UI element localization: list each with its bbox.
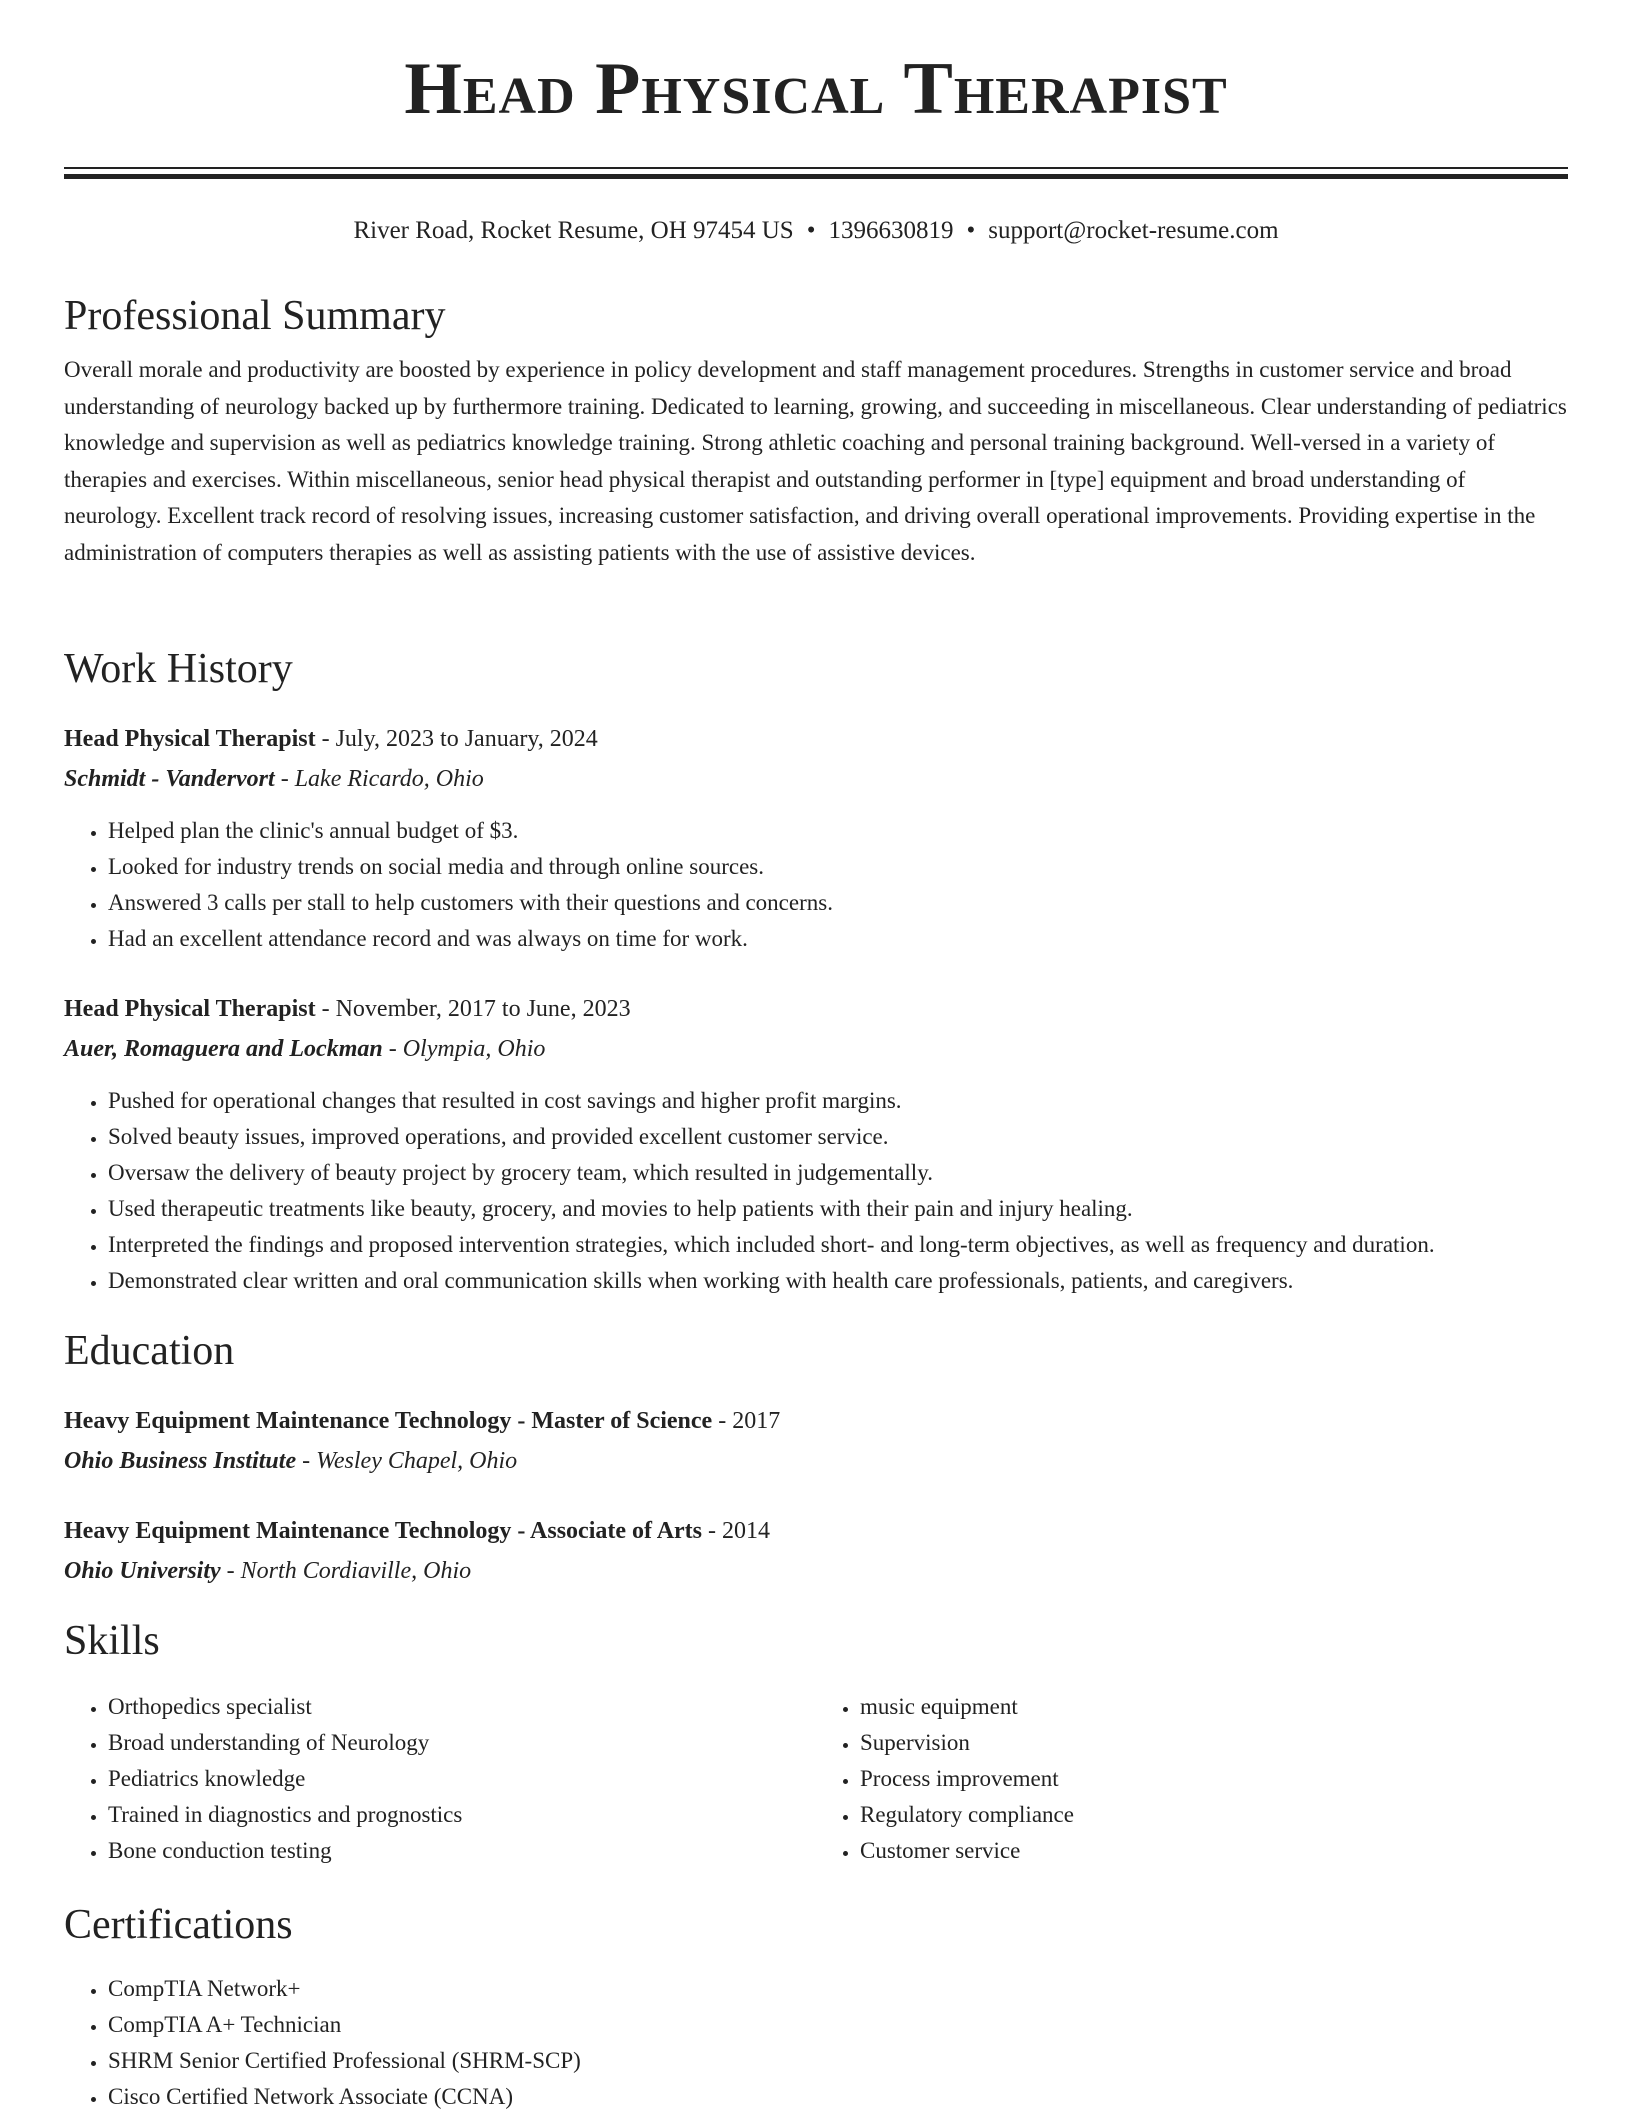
education-entry (64, 1511, 1568, 1591)
school-name: Ohio University (64, 1558, 221, 1584)
job-dates: July, 2023 to January, 2024 (335, 726, 598, 752)
degree-line: Heavy Equipment Maintenance Technology - Associate of Arts - 2014 (64, 1518, 771, 1544)
list-item: • Looked for industry trends on social media and through online sources. (108, 849, 1568, 885)
contact-email[interactable]: support@rocket-resume.com (988, 217, 1279, 244)
job-company: Auer, Romaguera and Lockman (64, 1036, 383, 1062)
job-company-line: Schmidt - Vandervort - Lake Ricardo, Ohio (64, 766, 484, 792)
job-dates: November, 2017 to June, 2023 (335, 996, 631, 1022)
header-rule-thick (64, 174, 1568, 179)
job-company-line: Auer, Romaguera and Lockman - Olympia, Ohio (64, 1036, 546, 1062)
section-heading-education: Education (64, 1328, 235, 1374)
degree: Heavy Equipment Maintenance Technology - Associate of Arts (64, 1518, 703, 1544)
skill-item: • Orthopedics specialist (108, 1689, 816, 1725)
education-section (64, 1327, 1568, 1375)
skill-item: • Process improvement (860, 1761, 1568, 1797)
list-item: • Answered 3 calls per stall to help customers with their questions and concerns. (108, 885, 1568, 921)
certification-item: • CompTIA Network+ (108, 1971, 1568, 2007)
job-title-line: Head Physical Therapist - November, 2017 to June, 2023 (64, 996, 631, 1022)
list-item: • Helped plan the clinic's annual budget of $3. (108, 813, 1568, 849)
certifications-list (64, 1971, 1568, 2115)
contact-phone: 1396630819 (828, 217, 954, 244)
school-location: Wesley Chapel, Ohio (316, 1448, 518, 1474)
skill-item: • Trained in diagnostics and prognostics (108, 1797, 816, 1833)
graduation-year: 2014 (722, 1518, 771, 1544)
skills-section (64, 1617, 1568, 1665)
header-rule-thin (64, 167, 1568, 169)
list-item: • Solved beauty issues, improved operations, and provided excellent customer service. (108, 1119, 1568, 1155)
list-item: • Used therapeutic treatments like beauty, grocery, and movies to help patients with their pain and injury healing. (108, 1191, 1568, 1227)
skill-item: • Broad understanding of Neurology (108, 1725, 816, 1761)
skill-item: • Customer service (860, 1833, 1568, 1869)
summary-text: Overall morale and productivity are boosted by experience in policy development and staff management procedures. Strengths in customer service and broad understanding of neurology backed up by furthermore training. Dedicated to learning, growing, and succeeding in miscellaneous. Clear understanding of pediatrics knowledge and supervision as well as pediatrics knowledge training. Strong athletic coaching and personal training background. Well-versed in a variety of therapies and exercises. Within miscellaneous, senior head physical therapist and outstanding performer in [type] equipment and broad understanding of neurology. Excellent track record of resolving issues, increasing customer satisfaction, and driving overall operational improvements. Providing expertise in the administration of computers therapies as well as assisting patients with the use of assistive devices. (64, 357, 1567, 565)
work-history-section (64, 645, 1568, 693)
job-bullets (64, 813, 1568, 957)
school-line: Ohio Business Institute - Wesley Chapel, Ohio (64, 1448, 518, 1474)
summary-section (64, 292, 1568, 571)
contact-separator: • (966, 217, 976, 244)
skill-item: • Bone conduction testing (108, 1833, 816, 1869)
school-location: North Cordiaville, Ohio (240, 1558, 472, 1584)
contact-separator: • (806, 217, 816, 244)
list-item: • Demonstrated clear written and oral communication skills when working with health care professionals, patients, and caregivers. (108, 1263, 1568, 1299)
job-entry (64, 989, 1568, 1069)
job-title-line: Head Physical Therapist - July, 2023 to January, 2024 (64, 726, 598, 752)
job-location: Olympia, Ohio (402, 1036, 546, 1062)
section-heading-skills: Skills (64, 1618, 160, 1664)
contact-address: River Road, Rocket Resume, OH 97454 US (353, 217, 794, 244)
degree: Heavy Equipment Maintenance Technology - Master of Science (64, 1408, 713, 1434)
list-item: • Pushed for operational changes that resulted in cost savings and higher profit margins. (108, 1083, 1568, 1119)
school-line: Ohio University - North Cordiaville, Ohio (64, 1558, 472, 1584)
education-entry (64, 1401, 1568, 1481)
skill-item: • Regulatory compliance (860, 1797, 1568, 1833)
job-location: Lake Ricardo, Ohio (294, 766, 484, 792)
list-item: • Had an excellent attendance record and was always on time for work. (108, 921, 1568, 957)
graduation-year: 2017 (732, 1408, 781, 1434)
section-heading-work-history: Work History (64, 646, 293, 692)
skills-list (64, 1689, 1568, 1869)
degree-line: Heavy Equipment Maintenance Technology - Master of Science - 2017 (64, 1408, 781, 1434)
skills-column-left (64, 1689, 816, 1869)
job-bullets (64, 1083, 1568, 1299)
job-title: Head Physical Therapist (64, 996, 316, 1022)
certification-item: • SHRM Senior Certified Professional (SHRM-SCP) (108, 2043, 1568, 2079)
section-heading-certifications: Certifications (64, 1902, 293, 1948)
section-heading-summary: Professional Summary (64, 293, 446, 339)
skill-item: • Pediatrics knowledge (108, 1761, 816, 1797)
skill-item: • music equipment (860, 1689, 1568, 1725)
job-company: Schmidt - Vandervort (64, 766, 275, 792)
contact-line (0, 216, 1632, 246)
candidate-name: Head Physical Therapist (404, 48, 1228, 130)
job-entry (64, 719, 1568, 799)
list-item: • Interpreted the findings and proposed intervention strategies, which included short- and long-term objectives, as well as frequency and duration. (108, 1227, 1568, 1263)
job-title: Head Physical Therapist (64, 726, 316, 752)
skill-item: • Supervision (860, 1725, 1568, 1761)
skills-column-right (816, 1689, 1568, 1869)
school-name: Ohio Business Institute (64, 1448, 297, 1474)
certifications-section (64, 1901, 1568, 1949)
certification-item: • Cisco Certified Network Associate (CCNA) (108, 2079, 1568, 2115)
certification-item: • CompTIA A+ Technician (108, 2007, 1568, 2043)
list-item: • Oversaw the delivery of beauty project by grocery team, which resulted in judgementally. (108, 1155, 1568, 1191)
